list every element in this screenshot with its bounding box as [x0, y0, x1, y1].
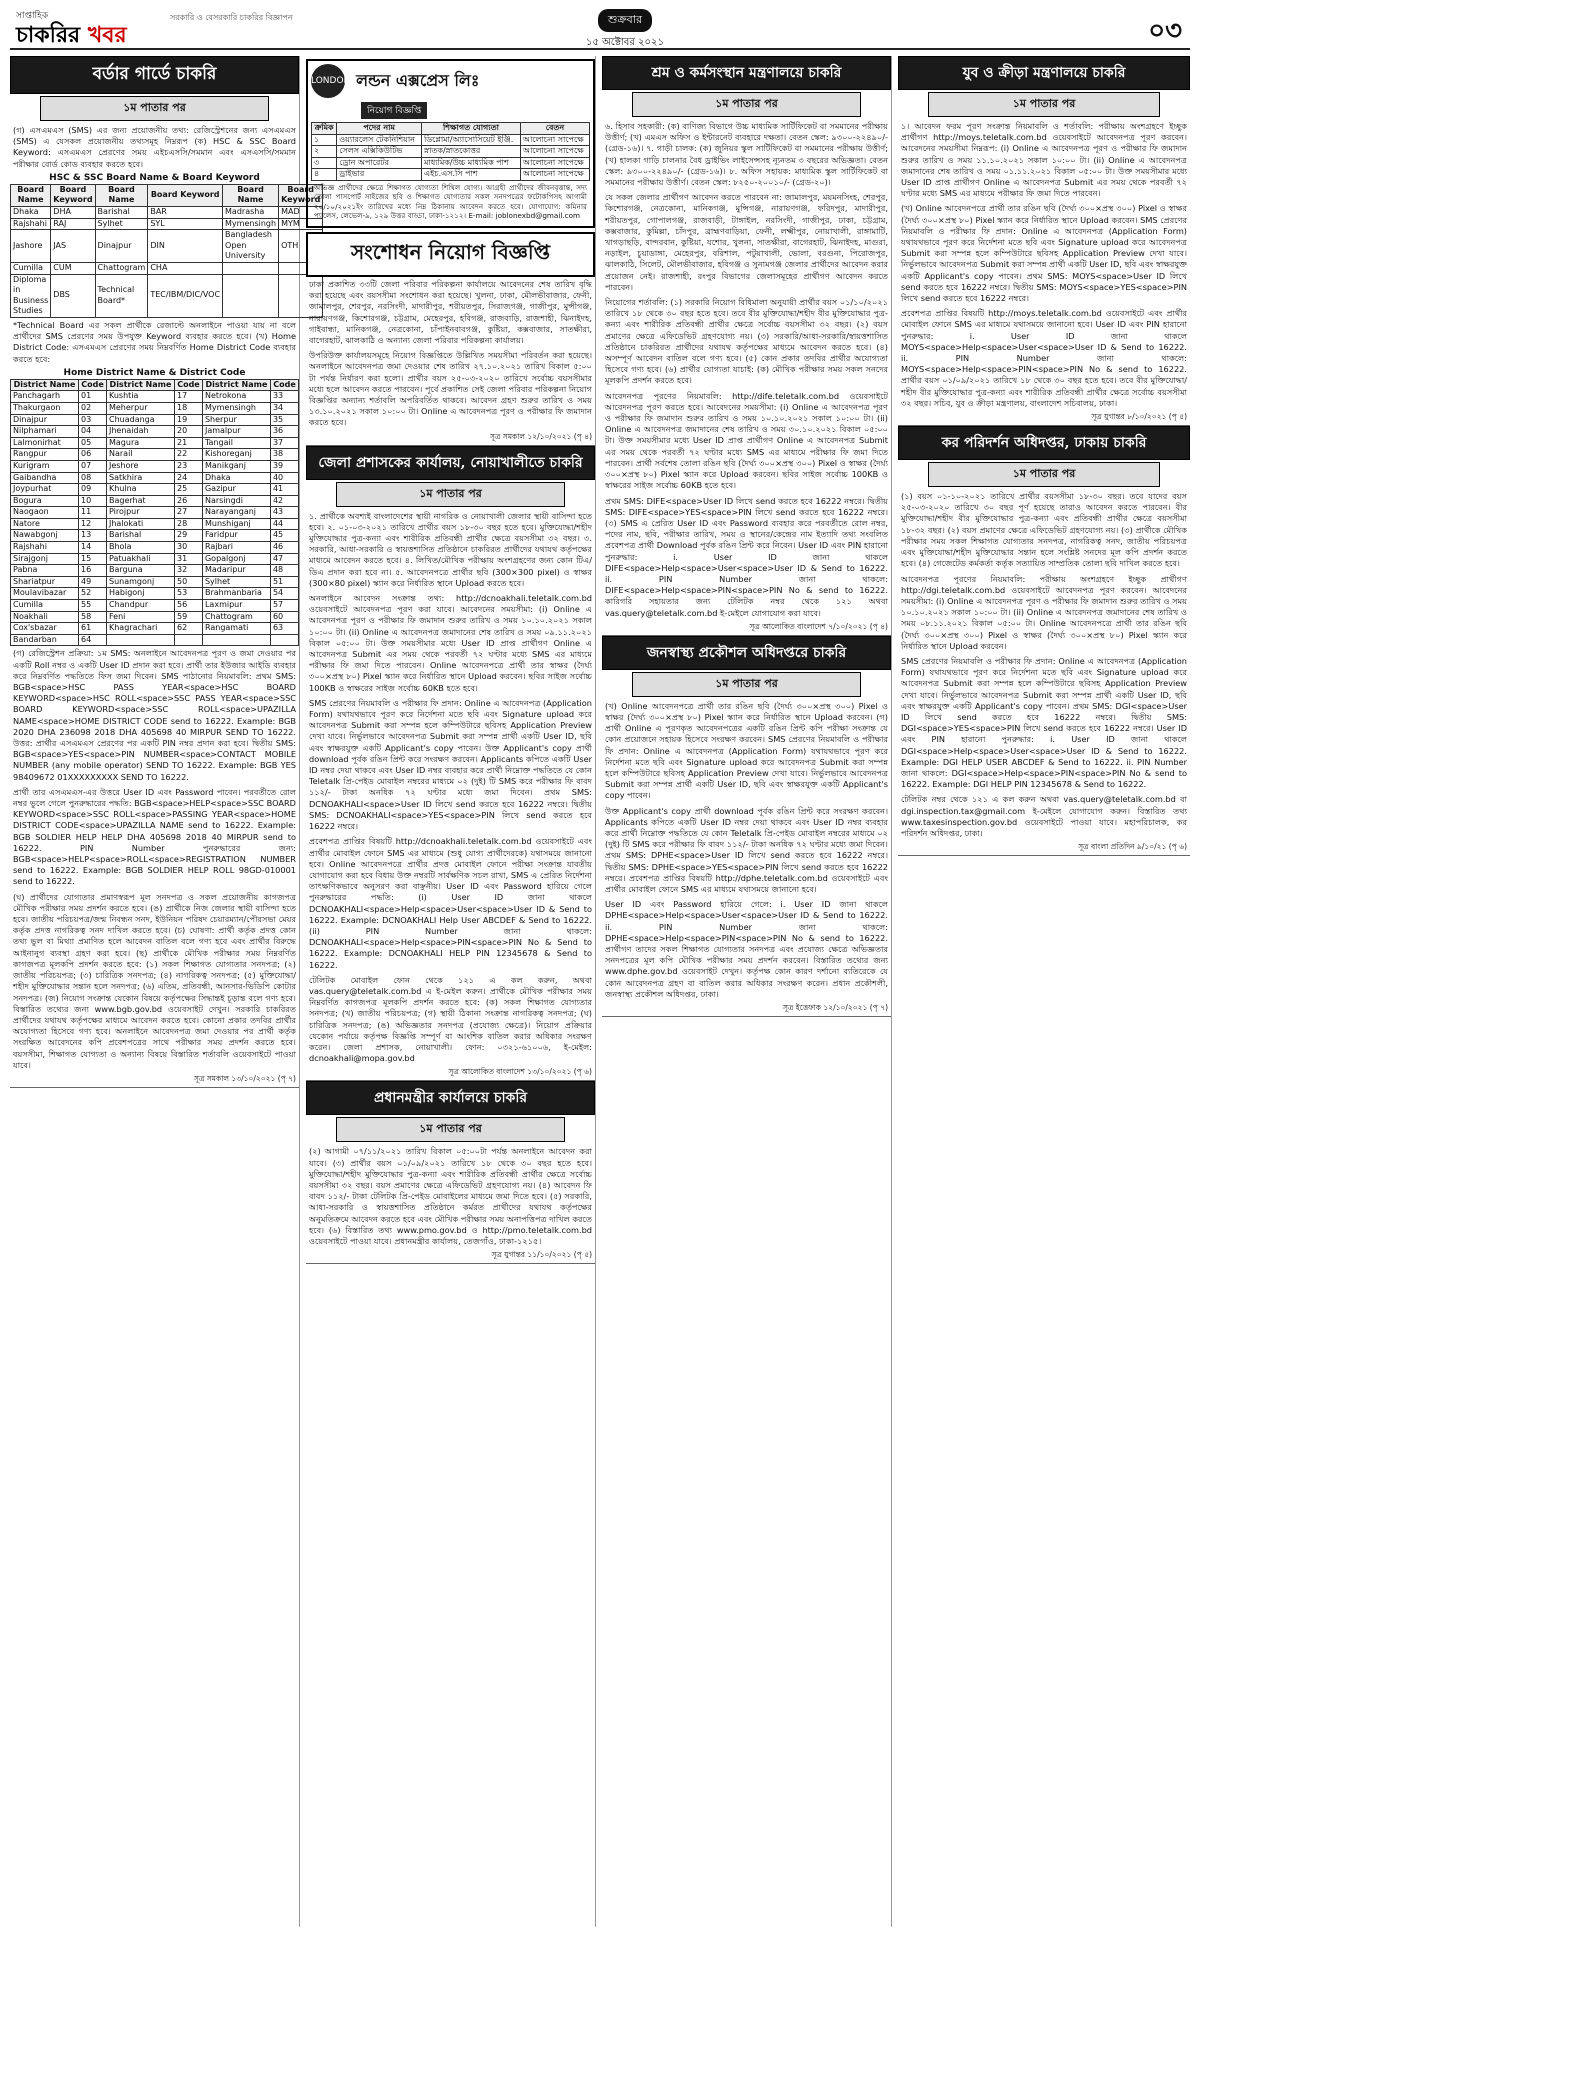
table-cell: JAS	[51, 230, 95, 263]
table-cell: 51	[270, 576, 298, 588]
issue-date-text: ১৫ অক্টোবর ২০২১	[585, 37, 664, 48]
table-cell: ড্রোন অপারেটর	[337, 157, 422, 169]
table-cell: 13	[79, 530, 107, 542]
table-cell: Cumilla	[11, 262, 51, 274]
table-cell: Jhalokati	[106, 518, 174, 530]
article-paragraph: যে সকল জেলার প্রার্থীগণ আবেদন করতে পারবেন না: জামালপুর, ময়মনসিংহ, শেরপুর, কিশোরগঞ্জ, নেত্রকোনা, মানিকগঞ্জ, মুন্সিগঞ্জ, নারায়ণগঞ্জ, ফরিদপুর, মাদারীপুর, শরীয়তপুর, গোপালগঞ্জ, রাজবাড়ী, টাঙ্গাইল, নরসিংদী, গাজীপুর, ঢাকা, চট্টগ্রাম, কক্সবাজার, কুমিল্লা, চাঁদপুর, ব্রাহ্মণবাড়িয়া, ফেনী, লক্ষ্মীপুর, নোয়াখালী, রাঙ্গামাটি, খাগড়াছড়ি, বান্দরবান, কুষ্টিয়া, যশোর, খুলনা, সাতক্ষীরা, বাগেরহাট, ঝিনাইদহ, মাগুরা, নড়াইল, চুয়াডাঙ্গা, মেহেরপুর, বরিশাল, পটুয়াখালী, ভোলা, বরগুনা, পিরোজপুর, ঝালকাঠি, সিলেট, মৌলভীবাজার, হবিগঞ্জ ও সুনামগঞ্জ জেলার প্রার্থীদের আবেদন করার প্রয়োজন নেই। রাজশাহী, রংপুর বিভাগের জেলাসমূহের প্রার্থীগণ আবেদন করতে পারবেন।	[605, 192, 888, 292]
table-cell: Bandarban	[11, 634, 79, 646]
continued-label: ১ম পাতার পর	[632, 92, 861, 117]
article-paragraph: উপরিউক্ত কার্যালয়সমূহে নিয়োগ বিজ্ঞপ্তিতে উল্লিখিত সময়সীমা পরিবর্তন করা হয়েছে। অনলাইনে আবেদনপত্র জমা দেওয়ার শেষ তারিখ ২৭.১০.২০২১ তারিখ বিকাল ৫:০০ টা পর্যন্ত নির্ধারণ করা হলো। প্রার্থীর বয়স ২৫-০৩-২০২০ তারিখে সর্বোচ্চ বয়সসীমার মধ্যে হলে আবেদন করতে পারবেন। পূর্বে প্রকাশিত সেই জেলা পরিবার পরিকল্পনা নিয়োগ বিজ্ঞপ্তির অন্যান্য শর্তাবলি অপরিবর্তিত থাকবে। আবেদন গ্রহণ শুরুর তারিখ ও সময় ১৩.১০.২০২১ সকাল ১০:০০ টা। Online এ আবেদনপত্র পূরণ ও পরীক্ষার ফি জমাদান করতে হবে।	[309, 350, 592, 428]
table-cell: SYL	[148, 218, 223, 230]
table-cell: 31	[174, 553, 202, 565]
table-cell: 11	[79, 507, 107, 519]
table-row	[11, 484, 299, 496]
table-cell: 44	[270, 518, 298, 530]
table-cell: Cox'sbazar	[11, 623, 79, 635]
table-cell: Sunamgonj	[106, 576, 174, 588]
table-cell: 49	[79, 576, 107, 588]
table-cell: 19	[174, 414, 202, 426]
article-paragraph: SMS প্রেরণের নিয়মাবলি ও পরীক্ষার ফি প্রদান: Online এ আবেদনপত্র (Application Form) যথাযথভাবে পূরণ করে নির্দেশনা মতে ছবি এবং Signature upload করে আবেদনপত্র Submit করা সম্পন্ন হলে কম্পিউটারে ছবিসহ Application Preview দেখা যাবে। নির্ভুলভাবে আবেদনপত্র Submit করা সম্পন্ন প্রার্থী একটি User ID, ছবি এবং স্বাক্ষরযুক্ত একটি Applicant's copy পাবেন। উক্ত Applicant's copy প্রার্থী download পূর্বক রঙিন প্রিন্ট করে সংরক্ষণ করবেন। Applicants কপিতে একটি User ID নম্বর দেয়া থাকবে এবং User ID নম্বর ব্যবহার করে প্রার্থী নিম্নোক্ত পদ্ধতিতে যে কোন Teletalk প্রি-পেইড মোবাইল নম্বরের মাধ্যমে ০২ (দুই) টি SMS করে পরীক্ষার ফি বাবদ ১১২/- টাকা অনধিক ৭২ ঘণ্টার মধ্যে জমা দিবেন। প্রথম SMS: DCNOAKHALI<space>User ID লিখে send করতে হবে 16222 নম্বরে। দ্বিতীয় SMS: DCNOAKHALI<space>YES<space>PIN লিখে send করতে হবে 16222 নম্বরে।	[309, 697, 592, 832]
table-cell: Chuadanga	[106, 414, 174, 426]
continued-label: ১ম পাতার পর	[336, 1117, 565, 1142]
article-paragraph: আবেদনপত্র পূরণের নিয়মাবলি: পরীক্ষায় অংশগ্রহণে ইচ্ছুক প্রার্থীগণ http://dgi.teletalk.com.bd ওয়েবসাইটে আবেদনপত্র পূরণ করবেন। আবেদনের সময়সীমা: (i) Online এ আবেদনপত্র পূরণ ও পরীক্ষার ফি জমাদান শুরুর তারিখ ও সময় ১০.১০.২০২১ সকাল ১০:০০ টা। (ii) Online এ আবেদনপত্র জমাদানের শেষ তারিখ ও সময় ০৮.১১.২০২১ বিকাল ০৫:০০ টা। Online আবেদনপত্রে প্রার্থী তার রঙিন ছবি (দৈর্ঘ্য ৩০০×প্রস্থ ৩০০) Pixel ও স্বাক্ষর (দৈর্ঘ্য ৩০০×প্রস্থ ৮০) Pixel স্ক্যান করে নির্ধারিত স্থানে Upload করবেন।	[901, 573, 1187, 651]
table-row	[11, 437, 299, 449]
table-cell: Narail	[106, 449, 174, 461]
column-center-right	[602, 56, 892, 1927]
table-cell: 55	[79, 600, 107, 612]
table-header-cell: শিক্ষাগত যোগ্যতা	[422, 123, 521, 135]
table-row	[11, 218, 323, 230]
table-cell: 14	[79, 542, 107, 554]
source-credit: সূত্র যুগান্তর ১১/১০/২০২১ (পৃ ৫)	[306, 1249, 595, 1264]
table-cell: DHA	[51, 207, 95, 219]
table-row	[11, 495, 299, 507]
issue-day: শুক্রবার	[598, 9, 652, 32]
table-row	[11, 472, 299, 484]
table-row	[11, 262, 323, 274]
table-cell: CUM	[51, 262, 95, 274]
table-header-cell: Board Name	[95, 184, 148, 206]
table-cell: 52	[79, 588, 107, 600]
table-header-cell: Board Keyword	[279, 184, 323, 206]
table-cell: আলোচনা সাপেক্ষে	[520, 134, 589, 146]
column-border-guard	[10, 56, 321, 1927]
table-cell: Bogura	[11, 495, 79, 507]
section-heading: জনস্বাস্থ্য প্রকৌশল অধিদপ্তরে চাকরি	[602, 636, 891, 670]
table-cell: 64	[79, 634, 107, 646]
article-paragraph: (গ) এসএমএস (SMS) এর জন্য প্রয়োজনীয় তথ্য: রেজিস্ট্রেশনের জন্য এসএমএস (SMS) এ যেসকল প্রয়োজনীয় তথ্যসমূহ নিম্নরূপ (ক) HSC & SSC Board Keyword: এসএমএস প্রেরণের সময় এইচএসসি/সমমান এবং এসএসসি/সমমান পরীক্ষার বোর্ড কোড ব্যবহার করতে হবে।	[13, 125, 296, 169]
table-cell: 10	[79, 495, 107, 507]
table-cell: ২	[312, 146, 337, 158]
article-paragraph: (২) আগামী ০৭/১১/২০২১ তারিখ বিকাল ০৫:০০টা পর্যন্ত অনলাইনে আবেদন করা যাবে। (৩) প্রার্থীর বয়স ০১/০৯/২০২১ তারিখে ১৮ থেকে ৩০ বছর হতে হবে। মুক্তিযোদ্ধা/শহীদ মুক্তিযোদ্ধার পুত্র-কন্যা এবং শারীরিক প্রতিবন্ধী প্রার্থীর ক্ষেত্রে সর্বোচ্চ বয়সসীমা ৩২ বছর। বয়স প্রমাণের ক্ষেত্রে এফিডেভিট গ্রহণযোগ্য নয়। (৪) আবেদন ফি বাবদ ১১২/- টাকা টেলিটক প্রি-পেইড মোবাইলের মাধ্যমে জমা দিতে হবে। (৫) সরকারি, আধা-সরকারি ও স্বায়ত্তশাসিত প্রতিষ্ঠানে কর্মরত প্রার্থীদের যথাযথ কর্তৃপক্ষের অনুমতিক্রমে আবেদন করতে হবে এবং মৌখিক পরীক্ষার সময় অনাপত্তিপত্র দাখিল করতে হবে। (৬) বিস্তারিত তথ্য www.pmo.gov.bd ও http://pmo.teletalk.com.bd ওয়েবসাইটে পাওয়া যাবে। প্রধানমন্ত্রীর কার্যালয়, তেজগাঁও, ঢাকা-১২১৫।	[309, 1146, 592, 1246]
table-cell: Kurigram	[11, 460, 79, 472]
table-cell	[270, 634, 298, 646]
table-cell: Munshiganj	[202, 518, 270, 530]
table-cell: ১	[312, 134, 337, 146]
issue-date	[570, 8, 680, 46]
source-credit: সূত্র সমকাল ১৩/১০/২০২১ (পৃ ৭)	[10, 1073, 299, 1088]
table-cell: 02	[79, 402, 107, 414]
table-cell: 33	[270, 391, 298, 403]
table-cell: 22	[174, 449, 202, 461]
table-cell: 32	[174, 565, 202, 577]
table-cell: Barguna	[106, 565, 174, 577]
table-header-cell: Code	[270, 379, 298, 391]
table-cell: Barishal	[106, 530, 174, 542]
table-cell: 57	[270, 600, 298, 612]
table-row	[11, 274, 323, 317]
table-cell: 20	[174, 426, 202, 438]
ad-positions-table	[311, 122, 590, 181]
table-cell: Narayanganj	[202, 507, 270, 519]
article-paragraph: ঢাকা প্রকাশিত ৩৩টি জেলা পরিবার পরিকল্পনা কার্যালয়ে আবেদনের শেষ তারিখ বৃদ্ধি করা হয়েছে এবং বয়সসীমা সংশোধন করা হয়েছে। খুলনা, ঢাকা, মৌলভীবাজার, ফেনী, জামালপুর, শেরপুর, নরসিংদী, মাদারীপুর, শরীয়তপুর, সিরাজগঞ্জ, গাজীপুর, মুন্সীগঞ্জ, নারায়ণগঞ্জ, কিশোরগঞ্জ, চট্টগ্রাম, মেহেরপুর, হবিগঞ্জ, রাজবাড়ি, রাজশাহী, ঝিনাইদহ, গাইবান্ধা, মানিকগঞ্জ, নেত্রকোনা, চাঁপাইনবাবগঞ্জ, কুষ্টিয়া, কক্সবাজার, সাতক্ষীরা, বাগেরহাট, ঝালকাঠি ও অন্যান্য জেলা পরিবার পরিকল্পনা কার্যালয়।	[309, 278, 592, 345]
article-paragraph: প্রথম SMS: DIFE<space>User ID লিখে send করতে হবে 16222 নম্বরে। দ্বিতীয় SMS: DIFE<space>YES<space>PIN লিখে send করতে হবে 16222 নম্বরে। (৩) SMS এ প্রেরিত User ID এবং Password ব্যবহার করে পরবর্তীতে রোল নম্বর, পদের নাম, ছবি, পরীক্ষার তারিখ, সময় ও স্থানের/কেন্দ্রের নাম ইত্যাদি তথ্য সংবলিত প্রবেশপত্র প্রার্থী Download পূর্বক রঙিন প্রিন্ট করে নিবেন। User ID এবং PIN হারানো পুনরুদ্ধার: i. User ID জানা থাকলে DIFE<space>Help<space>User<space>User ID & Send to 16222. ii. PIN Number জানা থাকলে: DIFE<space>Help<space>PIN<space>PIN No & send to 16222. কারিগরি সহায়তার জন্য টেলিটক নম্বর থেকে ১২১ অথবা vas.query@teletalk.com.bd ই-মেইলে যোগাযোগ করা যাবে।	[605, 495, 888, 618]
table-cell: Noakhali	[11, 611, 79, 623]
table-header-cell: Board Name	[223, 184, 279, 206]
table-cell: 61	[79, 623, 107, 635]
table-cell: 45	[270, 530, 298, 542]
table-cell: 18	[174, 402, 202, 414]
table-cell: Patuakhali	[106, 553, 174, 565]
table-cell: মাধ্যমিক/উচ্চ মাধ্যমিক পাশ	[422, 157, 521, 169]
table-cell: Naogaon	[11, 507, 79, 519]
table-cell: 34	[270, 402, 298, 414]
table-row	[11, 588, 299, 600]
article-paragraph: ১। আবেদন ফরম পূরণ সংক্রান্ত নিয়মাবলি ও শর্তাবলি: পরীক্ষায় অংশগ্রহণে ইচ্ছুক প্রার্থীগণ http://moys.teletalk.com.bd ওয়েবসাইটে আবেদনপত্র পূরণ করবেন। আবেদনের সময়সীমা নিম্নরূপ: (i) Online এ আবেদনপত্র পূরণ ও পরীক্ষার ফি জমাদান শুরুর তারিখ ও সময় ১১.১০.২০২১ সকাল ১০:০০ টা। (ii) Online এ আবেদনপত্র জমাদানের শেষ তারিখ ও সময় ০১.১১.২০২১ বিকাল ০৫:০০ টা। উক্ত সময়সীমার মধ্যে User ID প্রাপ্ত প্রার্থীগণ Online এ আবেদনপত্র Submit এর সময় থেকে পরবর্তী ৭২ ঘণ্টার মধ্যে SMS এর মাধ্যমে পরীক্ষার ফি জমা দিতে পারবেন।	[901, 121, 1187, 199]
table-cell: 03	[79, 414, 107, 426]
table-cell: Thakurgaon	[11, 402, 79, 414]
brand-name-a: চাকরির	[16, 22, 88, 48]
table-cell: Chandpur	[106, 600, 174, 612]
table-cell: TEC/IBM/DIC/VOC	[148, 274, 223, 317]
table-cell: 27	[174, 507, 202, 519]
table-cell: 50	[174, 576, 202, 588]
article-paragraph: (খ) Online আবেদনপত্রে প্রার্থী তার রঙিন ছবি (দৈর্ঘ্য ৩০০×প্রস্থ ৩০০) Pixel ও স্বাক্ষর (দৈর্ঘ্য ৩০০×প্রস্থ ৮০) Pixel স্ক্যান করে নির্ধারিত স্থানে Upload করবেন। (গ) প্রার্থী Online এ পূরণকৃত আবেদনপত্রের একটি রঙিন প্রিন্ট কপি পরীক্ষা সংক্রান্ত যে কোন প্রয়োজনে সহায়ক হিসেবে সংরক্ষণ করবেন। SMS প্রেরণের নিয়মাবলি ও পরীক্ষার ফি প্রদান: Online এ আবেদনপত্র (Application Form) যথাযথভাবে পূরণ করে নির্দেশনা মতে ছবি এবং Signature upload করে আবেদনপত্র Submit করা সম্পন্ন হলে কম্পিউটারে ছবিসহ Application Preview দেখা যাবে। নির্ভুলভাবে আবেদনপত্র Submit করা সম্পন্ন প্রার্থী একটি User ID, ছবি এবং স্বাক্ষরযুক্ত একটি Applicant's copy পাবেন।	[605, 700, 888, 801]
table-cell: 62	[174, 623, 202, 635]
table-cell: Dhaka	[202, 472, 270, 484]
table-cell: 37	[270, 437, 298, 449]
table-cell: 12	[79, 518, 107, 530]
table-cell: 29	[174, 530, 202, 542]
table-cell: 15	[79, 553, 107, 565]
table-cell: 24	[174, 472, 202, 484]
table-cell: Nawabgonj	[11, 530, 79, 542]
brand-name-b: খবর	[87, 22, 127, 48]
table-cell: 21	[174, 437, 202, 449]
table-row	[312, 157, 590, 169]
table-cell: Netrokona	[202, 391, 270, 403]
section-heading: প্রধানমন্ত্রীর কার্যালয়ে চাকরি	[306, 1081, 595, 1115]
article-paragraph: নিয়োগের শর্তাবলি: (১) সরকারি নিয়োগ বিধিমালা অনুযায়ী প্রার্থীর বয়স ০১/১০/২০২১ তারিখে ১৮ থেকে ৩০ বছর হতে হবে। তবে বীর মুক্তিযোদ্ধা/শহীদ বীর মুক্তিযোদ্ধার পুত্র-কন্যা এবং শারীরিক প্রতিবন্ধী প্রার্থীর ক্ষেত্রে সর্বোচ্চ বয়সসীমা ৩২ বছর। (২) বয়স প্রমাণের ক্ষেত্রে এফিডেভিট গ্রহণযোগ্য নয়। (৩) সরকারি/আধা-সরকারি/স্বায়ত্তশাসিত প্রতিষ্ঠানে চাকরিরত প্রার্থীদের যথাযথ কর্তৃপক্ষের মাধ্যমে আবেদন করতে হবে। (৪) অসম্পূর্ণ আবেদন বাতিল বলে গণ্য হবে। (৫) কোন প্রকার তদবির প্রার্থীর অযোগ্যতা হিসেবে গণ্য হবে। (৬) প্রার্থীর যোগ্যতা যাচাই: (ক) মৌখিক পরীক্ষার সময় সকল সনদের মূলকপি প্রদর্শন করতে হবে।	[605, 297, 888, 386]
table-row	[11, 542, 299, 554]
article-paragraph: প্রবেশপত্র প্রাপ্তির বিষয়টি http://moys.teletalk.com.bd ওয়েবসাইটে এবং প্রার্থীর মোবাইল ফোনে SMS এর মাধ্যমে যথাসময়ে জানানো হবে। User ID এবং PIN হারানো পুনরুদ্ধার: i. User ID জানা থাকলে MOYS<space>Help<space>User<space>User ID & Send to 16222. ii. PIN Number জানা থাকলে: MOYS<space>Help<space>PIN<space>PIN No & send to 16222. প্রার্থীর বয়স ০১/০৯/২০২১ তারিখে ১৮ থেকে ৩০ বছর হতে হবে। তবে বীর মুক্তিযোদ্ধা/শহীদ বীর মুক্তিযোদ্ধার পুত্র-কন্যা এবং শারীরিক প্রতিবন্ধী প্রার্থীর ক্ষেত্রে সর্বোচ্চ বয়সসীমা ৩২ বছর। সচিব, যুব ও ক্রীড়া মন্ত্রণালয়, বাংলাদেশ সচিবালয়, ঢাকা।	[901, 308, 1187, 408]
table-cell: 59	[174, 611, 202, 623]
table-cell: Mymensingh	[223, 218, 279, 230]
table-cell: Moulavibazar	[11, 588, 79, 600]
table-cell	[223, 262, 279, 274]
table-header-cell: Board Keyword	[51, 184, 95, 206]
article-paragraph: (১) বয়স ০১-১০-২০২১ তারিখে প্রার্থীর বয়সসীমা ১৮-৩০ বছর। তবে যাদের বয়স ২৫-০৩-২০২০ তারিখে ৩০ বছর পূর্ণ হয়েছে তারাও আবেদন করতে পারবেন। বীর মুক্তিযোদ্ধা/শহীদ বীর মুক্তিযোদ্ধার পুত্র-কন্যা এবং প্রতিবন্ধী প্রার্থীর ক্ষেত্রে বয়সসীমা ১৮-৩২ বছর। (২) বয়স প্রমাণের ক্ষেত্রে এফিডেভিট গ্রহণযোগ্য নয়। (৩) প্রার্থীকে মৌখিক পরীক্ষার সময় সকল শিক্ষাগত যোগ্যতার সনদপত্র, নাগরিকত্ব সনদ, জাতীয় পরিচয়পত্র এবং মুক্তিযোদ্ধা/শহীদ মুক্তিযোদ্ধার সন্তান হলে সংশ্লিষ্ট সনদের মূল কপি প্রদর্শন করতে হবে। (৪) গেজেটেড কর্মকর্তা কর্তৃক সত্যায়িত সাম্প্রতিক তোলা ছবি দাখিল করতে হবে।	[901, 491, 1187, 569]
table-cell: ড্রাইভার	[337, 169, 422, 181]
table-cell: 60	[270, 611, 298, 623]
article-paragraph: প্রবেশপত্র প্রাপ্তির বিষয়টি http://dcnoakhali.teletalk.com.bd ওয়েবসাইটে এবং প্রার্থীর মোবাইল ফোনে SMS এর মাধ্যমে (শুধু যোগ্য প্রার্থীদেরকে) যথাসময়ে জানানো হবে। Online আবেদনপত্রে প্রার্থীর প্রদত্ত মোবাইল ফোনে পরীক্ষা সংক্রান্ত যাবতীয় যোগাযোগ করা হবে বিধায় উক্ত নম্বরটি সার্বক্ষণিক সচল রাখা, SMS এ প্রেরিত নির্দেশনা তাৎক্ষণিকভাবে অনুসরণ করা বাঞ্ছনীয়। User ID এবং Password হারিয়ে গেলে পুনরুদ্ধারের পদ্ধতি: (i) User ID জানা থাকলে DCNOAKHALI<space>Help<space>User<space>User ID & Send to 16222. Example: DCNOAKHALI Help User ABCDEF & Send to 16222. (ii) PIN Number জানা থাকলে: DCNOAKHALI<space>Help<space>PIN<space>PIN No & Send to 16222. Example: DCNOAKHALI HELP PIN 12345678 & Send to 16222.	[309, 836, 592, 970]
article-paragraph: অনলাইনে আবেদন সংক্রান্ত তথ্য: http://dcnoakhali.teletalk.com.bd ওয়েবসাইটে আবেদনপত্র পূরণ করা যাবে। আবেদনের সময়সীমা: (i) Online এ আবেদনপত্র পূরণ ও পরীক্ষার ফি জমাদান শুরুর তারিখ ও সময় ১০.১০.২০২১ সকাল ১০:০০ টা। (ii) Online এ আবেদনপত্র জমাদানের শেষ তারিখ ও সময় ০৯.১১.২০২১ বিকাল ০৫:০০ টা। উক্ত সময়সীমার মধ্যে User ID প্রাপ্ত প্রার্থীগণ Online এ আবেদনপত্র Submit এর সময় থেকে পরবর্তী ৭২ ঘণ্টার মধ্যে SMS এর মাধ্যমে পরীক্ষার ফি জমা দিতে পারবেন। Online আবেদনপত্রে প্রার্থী তার স্বাক্ষর (দৈর্ঘ্য ৩০০×প্রস্থ ৮০) Pixel স্ক্যান করে নির্ধারিত স্থানে Upload করবেন। ছবির সাইজ সর্বোচ্চ 100KB ও স্বাক্ষরের সাইজ সর্বোচ্চ 60KB হতে হবে।	[309, 593, 592, 693]
table-cell: আলোচনা সাপেক্ষে	[520, 157, 589, 169]
table-header-cell: ক্রমিক	[312, 123, 337, 135]
table-cell: Magura	[106, 437, 174, 449]
table-cell: Sylhet	[202, 576, 270, 588]
table-cell: Mymensingh	[202, 402, 270, 414]
section-heading: জেলা প্রশাসকের কার্যালয়, নোয়াখালীতে চাকরি	[306, 446, 595, 480]
table-cell: আলোচনা সাপেক্ষে	[520, 169, 589, 181]
table-cell: 43	[270, 507, 298, 519]
board-keyword-table	[10, 184, 323, 318]
source-credit: সূত্র আলোকিত বাংলাদেশ ১৩/১০/২০২১ (পৃ ৬)	[306, 1066, 595, 1081]
article-paragraph: টেলিটক নম্বর থেকে ১২১ এ কল করুন অথবা vas.query@teletalk.com.bd বা dgi.inspection.tax@gmail.com ই-মেইলে যোগাযোগ করুন। বিস্তারিত তথ্য www.taxesinspection.gov.bd ওয়েবসাইটে পাওয়া যাবে। মহাপরিচালক, কর পরিদর্শন অধিদপ্তর, ঢাকা।	[901, 794, 1187, 838]
table-row	[11, 576, 299, 588]
table-cell: 47	[270, 553, 298, 565]
table-cell: Rajshahi	[11, 218, 51, 230]
table-cell: ওয়্যারলেস টেকনিশিয়ান	[337, 134, 422, 146]
source-credit: সূত্র আলোকিত বাংলাদেশ ৭/১০/২০২১ (পৃ ৪)	[602, 621, 891, 636]
table-row	[11, 565, 299, 577]
table-cell: MAD	[279, 207, 323, 219]
table-row	[11, 402, 299, 414]
column-right	[898, 56, 1190, 1927]
table-cell: 35	[270, 414, 298, 426]
table-title: HSC & SSC Board Name & Board Keyword	[49, 172, 260, 183]
table-cell: Pabna	[11, 565, 79, 577]
article-paragraph: ১. প্রার্থীকে অবশ্যই বাংলাদেশের স্থায়ী নাগরিক ও নোয়াখালী জেলার স্থায়ী বাসিন্দা হতে হবে। ২. ০১-০৩-২০২১ তারিখে প্রার্থীর বয়স ১৮-৩০ বছর হতে হবে। মুক্তিযোদ্ধা/শহীদ মুক্তিযোদ্ধার পুত্র-কন্যা এবং শারীরিক প্রতিবন্ধী প্রার্থীর ক্ষেত্রে বয়সসীমা ৩২ বছর। ৩. সরকারি, আধা-সরকারি ও স্বায়ত্তশাসিত প্রতিষ্ঠানে চাকরিরত প্রার্থীদের যথাযথ কর্তৃপক্ষের মাধ্যমে আবেদন করতে হবে। ৪. লিখিত/মৌখিক পরীক্ষায় অংশগ্রহণের জন্য কোন টিএ/ডিএ প্রদান করা হবে না। ৫. আবেদনপত্রে প্রার্থীর ছবি (300×300 pixel) ও স্বাক্ষর (300×80 pixel) স্ক্যান করে নির্ধারিত স্থানে Upload করতে হবে।	[309, 510, 592, 588]
ad-note: অভিজ্ঞ প্রার্থীদের ক্ষেত্রে শিক্ষাগত যোগ্যতা শিথিল যোগ্য। আগ্রহী প্রার্থীদের জীবনবৃত্তান্ত, সদ্য তোলা পাসপোর্ট সাইজের ছবি ও শিক্ষাগত যোগ্যতার সকল সনদপত্রের ফটোকপিসহ আগামী ২০/১০/২০২১ইং তারিখের মধ্যে নিম্ন ঠিকানায় আবেদন করতে হবে। যোগাযোগ: কমিনার প্যালেস, লেভেল-৯, ১২৯ উত্তর বাড্ডা, ঢাকা-১২১২। E-mail: joblonexbd@gmail.com	[314, 182, 587, 221]
section-heading: শ্রম ও কর্মসংস্থান মন্ত্রণালয়ে চাকরি	[602, 56, 891, 90]
article-paragraph: উক্ত Applicant's copy প্রার্থী download পূর্বক রঙিন প্রিন্ট করে সংরক্ষণ করবেন। Applicants কপিতে একটি User ID নম্বর দেয়া থাকবে এবং User ID নম্বর ব্যবহার করে প্রার্থী নিম্নোক্ত পদ্ধতিতে যে কোন Teletalk প্রি-পেইড মোবাইল নম্বরের মাধ্যমে ০২ (দুই) টি SMS করে পরীক্ষার ফি বাবদ ১১২/- টাকা অনধিক ৭২ ঘণ্টার মধ্যে জমা দিবেন। প্রথম SMS: DPHE<space>User ID লিখে send করতে হবে 16222 নম্বরে। দ্বিতীয় SMS: DPHE<space>YES<space>PIN লিখে send করতে হবে 16222 নম্বরে। প্রবেশপত্র প্রাপ্তির বিষয়টি http://dphe.teletalk.com.bd ওয়েবসাইটে এবং প্রার্থীর মোবাইল ফোনে SMS এর মাধ্যমে যথাসময়ে জানানো হবে।	[605, 805, 888, 894]
table-cell: 05	[79, 437, 107, 449]
table-cell: Jhenaidah	[106, 426, 174, 438]
table-cell: 08	[79, 472, 107, 484]
table-cell: ৩	[312, 157, 337, 169]
table-header-cell: District Name	[202, 379, 270, 391]
correction-banner: সংশোধন নিয়োগ বিজ্ঞপ্তি	[306, 232, 595, 277]
table-cell: OTH	[279, 230, 323, 263]
table-cell: 17	[174, 391, 202, 403]
ad-subtitle: নিয়োগ বিজ্ঞপ্তি	[361, 102, 427, 119]
table-cell: 48	[270, 565, 298, 577]
table-cell: 41	[270, 484, 298, 496]
table-cell: Rangamati	[202, 623, 270, 635]
table-cell: Kishoreganj	[202, 449, 270, 461]
table-cell: 26	[174, 495, 202, 507]
table-cell: Jeshore	[106, 460, 174, 472]
table-row	[11, 634, 299, 646]
table-cell: DBS	[51, 274, 95, 317]
table-row	[11, 611, 299, 623]
table-cell: Faridpur	[202, 530, 270, 542]
table-cell: CHA	[148, 262, 223, 274]
table-cell: Shariatpur	[11, 576, 79, 588]
table-cell: 04	[79, 426, 107, 438]
table-cell: Madrasha	[223, 207, 279, 219]
table-cell: Habigonj	[106, 588, 174, 600]
table-row	[11, 518, 299, 530]
table-cell: 06	[79, 449, 107, 461]
article-paragraph: *Technical Board এর সকল প্রার্থীকে রেজাল্টে অনলাইনে পাওয়া যায় না বলে প্রার্থীদের SMS প্রেরণের সময় উপযুক্ত Keyword ব্যবহার করতে হবে। (খ) Home District Code: এসএমএস প্রেরণের সময় নিম্নবর্ণিত Home District Code ব্যবহার করতে হবে:	[13, 319, 296, 364]
table-cell: Bagerhat	[106, 495, 174, 507]
table-header-cell: Board Name	[11, 184, 51, 206]
table-cell: Manikganj	[202, 460, 270, 472]
table-cell: Sylhet	[95, 218, 148, 230]
table-row	[312, 134, 590, 146]
table-cell: Rajshahi	[11, 542, 79, 554]
table-cell: Jashore	[11, 230, 51, 263]
brand-small: সাপ্তাহিক	[16, 11, 49, 21]
table-row	[11, 600, 299, 612]
table-title: Home District Name & District Code	[63, 367, 246, 378]
table-cell: Natore	[11, 518, 79, 530]
table-row	[11, 507, 299, 519]
table-cell: BAR	[148, 207, 223, 219]
section-heading: বর্ডার গার্ডে চাকরি	[10, 56, 299, 94]
table-header-cell: Code	[174, 379, 202, 391]
table-row	[11, 230, 323, 263]
table-row	[11, 460, 299, 472]
table-header-cell: Board Keyword	[148, 184, 223, 206]
source-credit: সূত্র ইত্তেফাক ১২/১০/২০২১ (পৃ ৭)	[602, 1002, 891, 1017]
table-cell: ৪	[312, 169, 337, 181]
section-heading: যুব ও ক্রীড়া মন্ত্রণালয়ে চাকরি	[898, 56, 1190, 90]
table-cell: 63	[270, 623, 298, 635]
table-row	[11, 530, 299, 542]
table-cell: 39	[270, 460, 298, 472]
table-cell: Rajbari	[202, 542, 270, 554]
table-cell	[223, 274, 279, 317]
table-cell: Khagrachari	[106, 623, 174, 635]
table-cell: 38	[270, 449, 298, 461]
table-cell	[202, 634, 270, 646]
ad-title: লন্ডন এক্সপ্রেস লিঃ	[356, 70, 480, 90]
table-cell: 30	[174, 542, 202, 554]
table-cell: Nilphamari	[11, 426, 79, 438]
source-credit: সূত্র যুগান্তর ৮/১০/২০২১ (পৃ ৫)	[898, 411, 1190, 426]
table-cell: 54	[270, 588, 298, 600]
table-cell: Dinajpur	[11, 414, 79, 426]
table-cell: DIN	[148, 230, 223, 263]
table-header-cell: District Name	[106, 379, 174, 391]
london-express-ad	[306, 59, 595, 228]
article-paragraph: ৬. হিসাব সহকারী: (ক) বাণিজ্য বিভাগে উচ্চ মাধ্যমিক সার্টিফিকেট বা সমমানের পরীক্ষায় উত্তীর্ণ; (খ) এমএস অফিস ও ইন্টারনেট ব্যবহারে দক্ষতা। বেতন স্কেল: ৯৩০০-২২৪৯০/- (গ্রেড-১৬)। ৭. গাড়ী চালক: (ক) জুনিয়র স্কুল সার্টিফিকেট বা সমমানের পরীক্ষায় উত্তীর্ণ; (খ) হালকা গাড়ি চালনার বৈধ ড্রাইভিং লাইসেন্সসহ ন্যূনতম ৩ বছরের অভিজ্ঞতা। বেতন স্কেল: ৯৩০০-২২৪৯০/- (গ্রেড-১৬)। ৮. অফিস সহায়ক: মাধ্যমিক স্কুল সার্টিফিকেট বা সমমানের পরীক্ষায় উত্তীর্ণ। বেতন স্কেল: ৮২৫০-২০০১০/- (গ্রেড-২০)।	[605, 121, 888, 188]
table-cell: 01	[79, 391, 107, 403]
table-cell: RAJ	[51, 218, 95, 230]
table-cell: Pirojpur	[106, 507, 174, 519]
table-row	[11, 426, 299, 438]
table-cell: 40	[270, 472, 298, 484]
table-cell: Sirajgonj	[11, 553, 79, 565]
table-cell: Joypurhat	[11, 484, 79, 496]
table-row	[11, 449, 299, 461]
table-cell: 09	[79, 484, 107, 496]
article-paragraph: SMS প্রেরণের নিয়মাবলি ও পরীক্ষার ফি প্রদান: Online এ আবেদনপত্র (Application Form) যথাযথভাবে পূরণ করে নির্দেশনা মতে ছবি এবং Signature upload করে আবেদনপত্র Submit করা সম্পন্ন হলে কম্পিউটারে ছবিসহ Application Preview দেখা যাবে। নির্ভুলভাবে আবেদনপত্র Submit করা সম্পন্ন প্রার্থী একটি User ID, ছবি এবং স্বাক্ষরযুক্ত একটি Applicant's copy পাবেন। প্রথম SMS: DGI<space>User ID লিখে send করতে হবে 16222 নম্বরে। দ্বিতীয় SMS: DGI<space>YES<space>PIN লিখে send করতে হবে 16222 নম্বরে। User ID এবং PIN হারানো পুনরুদ্ধার: i. User ID জানা থাকলে DGI<space>Help<space>User<space>User ID & Send to 16222. Example: DGI HELP USER ABCDEF & Send to 16222. ii. PIN Number জানা থাকলে: DGI<space>Help<space>PIN<space>PIN No & send to 16222. Example: DGI HELP PIN 12345678 & Send to 16222.	[901, 655, 1187, 790]
continued-label: ১ম পাতার পর	[336, 482, 565, 507]
table-row	[312, 146, 590, 158]
column-center-left	[306, 56, 596, 1927]
table-cell: Panchagarh	[11, 391, 79, 403]
article-paragraph: টেলিটক মোবাইল ফোন থেকে ১২১ এ কল করুন, অথবা vas.query@teletalk.com.bd এ ই-মেইল করুন। প্রার্থীকে মৌখিক পরীক্ষার সময় নিম্নবর্ণিত কাগজপত্র মূলকপি প্রদর্শন করতে হবে: (ক) সকল শিক্ষাগত যোগ্যতার সনদপত্র; (খ) জাতীয় পরিচয়পত্র; (গ) স্থায়ী ঠিকানা সংক্রান্ত নাগরিকত্ব সনদপত্র; (ঘ) চারিত্রিক সনদপত্র; (ঙ) অভিজ্ঞতার সনদপত্র (প্রযোজ্য ক্ষেত্রে)। নিয়োগ প্রক্রিয়ার যেকোন পর্যায়ে কর্তৃপক্ষ বিজ্ঞপ্তি সম্পূর্ণ বা আংশিক বাতিল করার অধিকার সংরক্ষণ করেন। জেলা প্রশাসক, নোয়াখালী। ফোন: ০৩২১-৬১০০৬, ই-মেইল: dcnoakhali@mopa.gov.bd	[309, 974, 592, 1064]
continued-label: ১ম পাতার পর	[40, 96, 269, 121]
company-logo-icon: LONDON	[311, 64, 345, 98]
table-cell: ডিপ্লোমা/অ্যাসোসিয়েট ইঞ্জি.	[422, 134, 521, 146]
table-cell: Bangladesh Open University	[223, 230, 279, 263]
article-paragraph: User ID এবং Password হারিয়ে গেলে: i. User ID জানা থাকলে DPHE<space>Help<space>User<space>User ID & Send to 16222. ii. PIN Number জানা থাকলে: DPHE<space>Help<space>PIN<space>PIN No & send to 16222. প্রার্থীগণ তাদের সকল শিক্ষাগত যোগ্যতার সনদপত্র এবং প্রযোজ্য ক্ষেত্রে অভিজ্ঞতার সনদপত্রের মূল কপি মৌখিক পরীক্ষার সময় প্রদর্শন করবেন। বিস্তারিত তথ্যের জন্য www.dphe.gov.bd ওয়েবসাইট দেখুন। কর্তৃপক্ষ কোন কারণ দর্শানো ব্যতিরেকে যে কোন আবেদনপত্র গ্রহণ বা বাতিল করার অধিকার সংরক্ষণ করেন। প্রধান প্রকৌশলী, জনস্বাস্থ্য প্রকৌশল অধিদপ্তর, ঢাকা।	[605, 899, 888, 999]
table-cell: Meherpur	[106, 402, 174, 414]
table-header-cell: Code	[79, 379, 107, 391]
table-header-cell: District Name	[11, 379, 79, 391]
source-credit: সূত্র সমকাল ১২/১০/২০২১ (পৃ ৪)	[306, 431, 595, 446]
table-cell: Dhaka	[11, 207, 51, 219]
article-paragraph: প্রার্থী তার এসএমএস-এর উত্তরে User ID এবং Password পাবেন। পরবর্তীতে রোল নম্বর ভুলে গেলে পুনরুদ্ধারের পদ্ধতি: BGB<space>HELP<space>SSC BOARD KEYWORD<space>SSC ROLL<space>PASSING YEAR<space>HOME DISTRICT CODE<space>UPAZILLA NAME send to 16222. Example: BGB SOLDIER HELP HELP DHA 405698 2018 40 MIRPUR send to 16222. PIN Number পুনরুদ্ধারের জন্য: BGB<space>HELP<space>ROLL<space>REGISTRATION NUMBER send to 16222. Example: BGB SOLDIER HELP ROLL 98GD-010001 send to 16222.	[13, 786, 296, 887]
page-number: ০৩	[1148, 16, 1182, 46]
table-cell: Khulna	[106, 484, 174, 496]
table-cell: সেলস এক্সিকিউটিভ	[337, 146, 422, 158]
table-cell: Tangail	[202, 437, 270, 449]
section-heading: কর পরিদর্শন অধিদপ্তর, ঢাকায় চাকরি	[898, 426, 1190, 460]
table-cell: Kushtia	[106, 391, 174, 403]
table-cell: Diploma in Business Studies	[11, 274, 51, 317]
table-cell: 16	[79, 565, 107, 577]
table-cell: Narsingdi	[202, 495, 270, 507]
table-cell	[174, 634, 202, 646]
table-header-cell: পদের নাম	[337, 123, 422, 135]
continued-label: ১ম পাতার পর	[928, 92, 1160, 117]
table-cell: স্নাতক/স্নাতকোত্তর	[422, 146, 521, 158]
table-cell: Lalmonirhat	[11, 437, 79, 449]
article-paragraph: (ঘ) প্রার্থীদের যোগ্যতার প্রমাণস্বরূপ মূল সনদপত্র ও সকল প্রয়োজনীয় কাগজপত্র মৌখিক পরীক্ষার সময় প্রদর্শন করতে হবে। (ঙ) প্রার্থীকে নিজ জেলার স্থায়ী বাসিন্দা হতে হবে। জাতীয় পরিচয়পত্র/জন্ম নিবন্ধন সনদ, ইউনিয়ন পরিষদ চেয়ারম্যান/পৌরসভা মেয়র কর্তৃক প্রদত্ত নাগরিকত্ব সনদ দাখিল করতে হবে। (চ) ঘোষণা: প্রার্থী কর্তৃক প্রদত্ত কোন তথ্য ভুল বা মিথ্যা প্রমাণিত হলে আবেদন বাতিল বলে গণ্য হবে এবং প্রার্থীর বিরুদ্ধে আইনানুগ ব্যবস্থা গ্রহণ করা হবে। (ছ) প্রার্থীকে মৌখিক পরীক্ষার সময় নিম্নবর্ণিত কাগজপত্র মূলকপি প্রদর্শন করতে হবে: (১) সকল শিক্ষাগত যোগ্যতার সনদপত্র; (২) জাতীয় পরিচয়পত্র; (৩) চারিত্রিক সনদপত্র; (৪) নাগরিকত্ব সনদপত্র; (৫) মুক্তিযোদ্ধা/শহীদ মুক্তিযোদ্ধার সন্তান হলে সনদপত্র; (৬) এতিম, প্রতিবন্ধী, আনসার-ভিডিপি কোটার সনদপত্র। (জ) নিয়োগ সংক্রান্ত যেকোন বিষয়ে কর্তৃপক্ষের সিদ্ধান্তই চূড়ান্ত বলে গণ্য হবে। বিস্তারিত তথ্যের জন্য www.bgb.gov.bd ওয়েবসাইট দেখুন। সরকারি চাকরিরত প্রার্থীদের যথাযথ কর্তৃপক্ষের মাধ্যমে আবেদন করতে হবে। কোনো প্রকার তদবির প্রার্থীর অযোগ্যতা হিসেবে গণ্য হবে। অনলাইনে আবেদনপত্র জমা দেওয়ার পর প্রার্থী কর্তৃক সংরক্ষিত আবেদনের কপি প্রবেশপত্রের সাথে পরীক্ষার সময় প্রদর্শন করতে হবে। বয়সসীমা, শিক্ষাগত যোগ্যতা ও অন্যান্য বিষয়ে বিস্তারিত শর্তাবলি ওয়েবসাইটে পাওয়া যাবে।	[13, 891, 296, 1070]
continued-label: ১ম পাতার পর	[928, 462, 1160, 487]
table-cell: 07	[79, 460, 107, 472]
table-cell: 36	[270, 426, 298, 438]
table-cell: MYM	[279, 218, 323, 230]
table-cell: 46	[270, 542, 298, 554]
masthead	[10, 6, 1190, 50]
article-paragraph: (গ) রেজিস্ট্রেশন প্রক্রিয়া: ১ম SMS: অনলাইনে আবেদনপত্র পূরণ ও জমা দেওয়ার পর একটি Roll নম্বর ও একটি User ID প্রদান করা হবে। প্রার্থী তার ইউজার আইডি ব্যবহার করে নিম্নবর্ণিত পদ্ধতিতে ফিস জমা দিবেন। SMS পাঠানোর নিয়মাবলি: প্রথম SMS: BGB<space>HSC PASS YEAR<space>HSC BOARD KEYWORD<space>HSC ROLL<space>SSC PASS YEAR<space>SSC BOARD KEYWORD<space>SSC ROLL<space>UPAZILLA NAME<space>HOME DISTRICT CODE send to 16222. Example: BGB 2020 DHA 236098 2018 DHA 405698 40 MIRPUR SEND TO 16222. উত্তর: প্রার্থীর এসএমএস প্রেরণের পর একটি PIN নম্বর প্রদান করা হবে। দ্বিতীয় SMS: BGB<space>YES<space>PIN NUMBER<space>CONTACT MOBILE NUMBER (any mobile operator) SEND TO 16222. Example: BGB YES 98409672 01XXXXXXXXX SEND TO 16222.	[13, 648, 296, 782]
table-cell: Laxmipur	[202, 600, 270, 612]
table-cell: 25	[174, 484, 202, 496]
table-cell: Rangpur	[11, 449, 79, 461]
table-cell: Brahmanbaria	[202, 588, 270, 600]
table-cell: 56	[174, 600, 202, 612]
table-cell: আলোচনা সাপেক্ষে	[520, 146, 589, 158]
table-cell: Satkhira	[106, 472, 174, 484]
table-cell: Technical Board*	[95, 274, 148, 317]
table-cell: Dinajpur	[95, 230, 148, 263]
table-cell: 53	[174, 588, 202, 600]
article-paragraph: আবেদনপত্র পূরণের নিয়মাবলি: http://dife.teletalk.com.bd ওয়েবসাইটে আবেদনপত্র পূরণ করতে হবে। আবেদনের সময়সীমা: (i) Online এ আবেদনপত্র পূরণ ও পরীক্ষার ফি জমাদান শুরুর তারিখ ও সময় ১০.১০.২০২১ সকাল ১০:০০ টা। (ii) Online এ আবেদনপত্র জমাদানের শেষ তারিখ ও সময় ৩০.১০.২০২১ বিকাল ০৫:০০ টা। উক্ত সময়সীমার মধ্যে User ID প্রাপ্ত প্রার্থীগণ Online এ আবেদনপত্র Submit এর সময় থেকে পরবর্তী ৭২ ঘণ্টার মধ্যে SMS এর মাধ্যমে পরীক্ষার ফি জমা দিতে পারবেন। প্রার্থী সর্বশেষ তোলা রঙিন ছবি (দৈর্ঘ্য ৩০০×প্রস্থ ৩০০) Pixel ও স্বাক্ষর (দৈর্ঘ্য ৩০০×প্রস্থ ৮০) Pixel স্ক্যান করে Upload করবেন। ছবির সাইজ সর্বোচ্চ 100KB ও স্বাক্ষরের সাইজ সর্বোচ্চ 60KB হতে হবে।	[605, 390, 888, 491]
table-row	[11, 623, 299, 635]
table-cell: Gopalgonj	[202, 553, 270, 565]
table-cell: 23	[174, 460, 202, 472]
tagline: সরকারি ও বেসরকারি চাকরির বিজ্ঞাপন	[170, 13, 293, 22]
table-cell: Chattogram	[202, 611, 270, 623]
table-cell: Gaibandha	[11, 472, 79, 484]
table-row	[11, 414, 299, 426]
table-cell: Chattogram	[95, 262, 148, 274]
table-cell: 42	[270, 495, 298, 507]
table-row	[11, 553, 299, 565]
table-cell: Cumilla	[11, 600, 79, 612]
table-header-cell: বেতন	[520, 123, 589, 135]
table-cell: এইচ.এস.সি পাশ	[422, 169, 521, 181]
continued-label: ১ম পাতার পর	[632, 672, 861, 697]
table-cell: 28	[174, 518, 202, 530]
district-code-table	[10, 379, 299, 647]
table-row	[11, 391, 299, 403]
source-credit: সূত্র বাংলা প্রতিদিন ৯/১০/২১ (পৃ ৬)	[898, 841, 1190, 856]
table-row	[312, 169, 590, 181]
table-cell: Barishal	[95, 207, 148, 219]
table-cell: Bhola	[106, 542, 174, 554]
table-row	[11, 207, 323, 219]
table-cell: Sherpur	[202, 414, 270, 426]
brand-logo	[16, 8, 166, 48]
table-cell: Gazipur	[202, 484, 270, 496]
table-cell	[106, 634, 174, 646]
table-cell: Feni	[106, 611, 174, 623]
table-cell: Madaripur	[202, 565, 270, 577]
table-cell: 58	[79, 611, 107, 623]
table-cell: Jamalpur	[202, 426, 270, 438]
article-paragraph: (খ) Online আবেদনপত্রে প্রার্থী তার রঙিন ছবি (দৈর্ঘ্য ৩০০×প্রস্থ ৩০০) Pixel ও স্বাক্ষর (দৈর্ঘ্য ৩০০×প্রস্থ ৮০) Pixel স্ক্যান করে নির্ধারিত স্থানে Upload করবেন। SMS প্রেরণের নিয়মাবলি ও পরীক্ষার ফি প্রদান: Online এ আবেদনপত্র (Application Form) যথাযথভাবে পূরণ করে নির্দেশনা মতে ছবি এবং Signature upload করে আবেদনপত্র Submit করা সম্পন্ন হলে কম্পিউটারে ছবিসহ Application Preview দেখা যাবে। নির্ভুলভাবে আবেদনপত্র Submit করা সম্পন্ন প্রার্থী একটি User ID, ছবি এবং স্বাক্ষরযুক্ত একটি Applicant's copy পাবেন। প্রথম SMS: MOYS<space>User ID লিখে send করতে হবে 16222 নম্বরে। দ্বিতীয় SMS: MOYS<space>YES<space>PIN লিখে send করতে হবে 16222 নম্বরে।	[901, 203, 1187, 304]
